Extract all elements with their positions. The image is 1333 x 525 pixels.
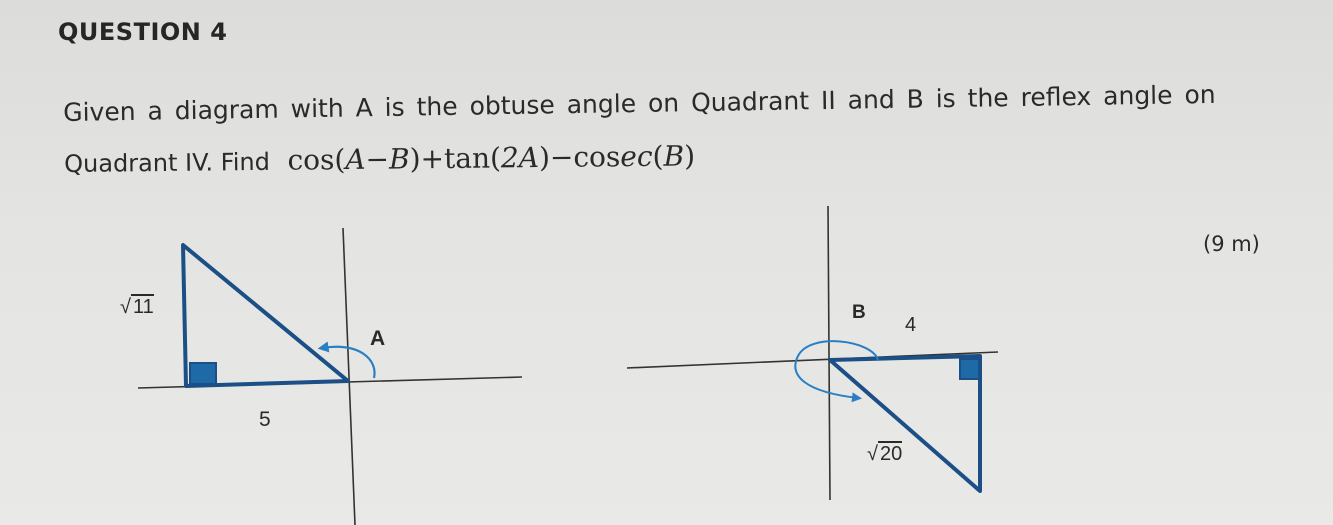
diagram-a-angle-label: A xyxy=(370,327,386,350)
diagram-b-triangle xyxy=(830,356,980,491)
expr-arg-2a: 2A xyxy=(500,141,540,175)
question-text-prefix: Quadrant IV. Find xyxy=(64,147,271,178)
math-expression: cos(A−B)+tan(2A)−cosec(B) xyxy=(287,139,696,177)
diagram-a-horizontal-side-label: 5 xyxy=(259,408,271,431)
diagram-b-angle-label: B xyxy=(852,302,866,323)
diagram-b-x-axis xyxy=(627,352,998,368)
cosec-function-ec: ec xyxy=(620,139,653,174)
diagram-b-y-axis xyxy=(828,206,830,500)
plus-operator: + xyxy=(420,142,445,176)
marks-label: (9 m) xyxy=(1203,232,1260,256)
diagram-b-right-angle-marker xyxy=(960,359,979,379)
diagram-a-vertical-side-label xyxy=(120,296,154,319)
expr-arg-b: B xyxy=(663,139,685,173)
sqrt-symbol: √ xyxy=(120,296,131,318)
question-title: QUESTION 4 xyxy=(58,18,228,46)
diagram-a-right-angle-marker xyxy=(190,363,216,384)
diagram-b xyxy=(627,206,998,500)
tan-function: tan xyxy=(443,141,491,176)
diagram-b-hypotenuse-label xyxy=(867,443,902,466)
expr-arg-a-minus-b: A−B xyxy=(345,142,410,177)
diagram-a xyxy=(138,228,522,525)
minus-operator: − xyxy=(549,140,574,174)
diagram-b-hypotenuse-value: 20 xyxy=(879,443,903,465)
sqrt-symbol: √ xyxy=(867,443,878,465)
diagram-a-vertical-side-value: 11 xyxy=(132,296,154,318)
cos-function: cos xyxy=(287,143,335,177)
cosec-function-cos: cos xyxy=(573,140,621,174)
diagram-b-top-side-label: 4 xyxy=(905,314,917,336)
question-text-line1: Given a diagram with A is the obtuse angle on Quadrant II and B is the reflex angle on xyxy=(63,79,1216,127)
